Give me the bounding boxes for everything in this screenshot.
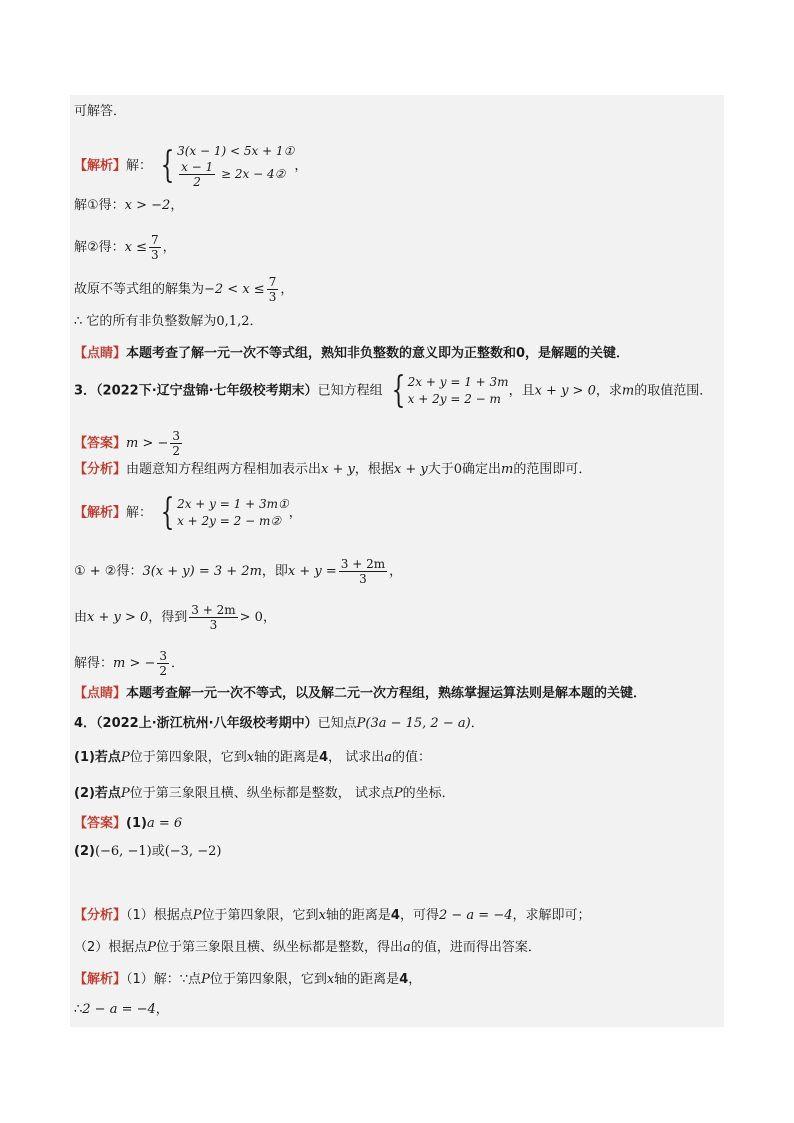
math: 0,1,2 (216, 314, 250, 329)
text: 位于第三象限且横、纵坐标都是整数， 试求点 (129, 786, 394, 801)
text: 4 (319, 750, 329, 765)
math: m > − (113, 656, 156, 671)
text: ， (294, 158, 308, 174)
text: 本题考查解一元一次不等式，以及解二元一次方程组，熟练掌握运算法则是解本题的关键． (126, 686, 647, 701)
math: a (403, 940, 411, 955)
question-number: 4． (74, 716, 97, 731)
tag-answer: 【答案】 (74, 436, 127, 451)
equation-2: x + 2y = 2 − m (407, 392, 501, 406)
text: 4 (390, 908, 400, 923)
text: 已知方程组 (317, 383, 383, 399)
text-line (74, 233, 176, 262)
text: 可解答． (74, 104, 127, 119)
math: x + y > 0 (534, 383, 596, 399)
text-line (74, 603, 276, 632)
text: 位于第四象限，它到 (209, 972, 327, 987)
fraction-denominator: 2 (159, 664, 168, 678)
math: P (120, 786, 130, 801)
fraction-denominator: 3 (209, 618, 218, 632)
text: ，得到 (148, 610, 188, 625)
text: ， (389, 564, 403, 579)
text: (1) (126, 816, 147, 831)
text-line (74, 275, 293, 304)
math: m (501, 462, 514, 477)
math: x + y = (287, 564, 337, 579)
tag-solution: 【解析】 (74, 972, 127, 987)
fraction-denominator: 3 (359, 572, 367, 586)
tag-answer: 【答案】 (74, 816, 127, 831)
text: ，求解即可； (512, 908, 591, 923)
brace-icon: { (391, 370, 406, 411)
text: 轴的距离是 (254, 750, 320, 765)
text: 位于第四象限，它到 (201, 908, 319, 923)
text: ， (280, 282, 294, 297)
fraction-numerator: 3 (172, 429, 181, 443)
text: ， (170, 198, 184, 213)
text: ， (162, 240, 176, 255)
brace-icon: { (160, 492, 175, 533)
text: ∴ 它的所有非负整数解为 (74, 314, 217, 329)
text: ， (288, 505, 302, 521)
text: 或 (151, 844, 165, 859)
text: 轴的距离是 (325, 908, 391, 923)
math: m > − (126, 436, 169, 451)
solution-line (74, 492, 302, 533)
fraction-denominator: 2 (172, 444, 181, 458)
text: 轴的距离是 (334, 972, 400, 987)
text: 的取值范围． (634, 383, 713, 399)
text: (2) (74, 844, 95, 859)
inequality-2 (177, 160, 294, 189)
note-line (74, 685, 646, 703)
document-page (70, 95, 724, 1027)
equation-1: 2x + y = 1 + 3m① (177, 497, 289, 511)
answer-line (74, 815, 182, 833)
text: ① + ②得： (74, 564, 143, 579)
text: (2)若点 (74, 786, 121, 801)
text: 确定出 (462, 462, 502, 477)
text: 的值： (392, 750, 432, 765)
math: x + y (321, 462, 355, 477)
brace-icon: { (160, 145, 175, 186)
tag-comment: 【点睛】 (74, 346, 127, 361)
solution-line (74, 971, 421, 989)
text: 解： (126, 158, 153, 174)
fraction-numerator: x − 1 (181, 160, 214, 174)
text-line (74, 843, 221, 861)
text: 位于第三象限且横、纵坐标都是整数，得出 (156, 940, 404, 955)
math: 0 (453, 462, 463, 477)
question-source: （2022下·辽宁盘锦·七年级校考期末） (96, 383, 318, 399)
fraction-numerator: 7 (268, 275, 277, 289)
text-line (74, 1001, 169, 1019)
math: x ≤ (124, 240, 148, 255)
text: ， 试求出 (328, 750, 385, 765)
text: （2）根据点 (74, 940, 148, 955)
fraction-numerator: 3 (159, 649, 168, 663)
inequality-system (156, 143, 294, 189)
math: P (201, 972, 210, 987)
text: 的值，进而得出答案． (410, 940, 541, 955)
text: ∴ (74, 1002, 83, 1017)
text: 由 (74, 610, 88, 625)
tag-analysis: 【分析】 (74, 462, 127, 477)
math: x (318, 908, 326, 923)
math: 3(x + y) = 3 + 2m (142, 564, 262, 579)
text-line (74, 197, 183, 215)
text: （1）根据点 (126, 908, 193, 923)
math: P(3a − 15, 2 − a) (356, 716, 471, 731)
fraction-denominator: 2 (193, 175, 201, 189)
text: 故原不等式组的解集为 (74, 282, 205, 297)
math: P (147, 940, 157, 955)
math: 2 − a = −4 (82, 1002, 156, 1017)
text: 解： (126, 505, 153, 521)
inequality-1: 3(x − 1) < 5x + 1① (177, 144, 295, 158)
equation-system (387, 370, 509, 411)
text: 由题意知方程组两方程相加表示出 (126, 462, 322, 477)
text: ， (155, 1002, 169, 1017)
math: a (384, 750, 393, 765)
math: x + y > 0 (87, 610, 149, 625)
math: 2 − a = −4 (438, 908, 513, 923)
fraction-numerator: 3 + 2m (340, 557, 386, 571)
question-source: （2022上·浙江杭州·八年级校考期中） (96, 716, 318, 731)
text: 已知点 (317, 716, 357, 731)
answer-line (74, 429, 184, 458)
question-number: 3． (74, 383, 97, 399)
text: (1)若点 (74, 750, 121, 765)
text: ， (262, 610, 276, 625)
math: (−3, −2) (164, 844, 222, 859)
equation-system (156, 492, 289, 533)
fraction-numerator: 3 + 2m (191, 603, 236, 617)
text-line (74, 313, 263, 331)
text: 4 (399, 972, 409, 987)
text: 解①得： (74, 198, 125, 213)
text: ， (408, 972, 422, 987)
tag-analysis: 【分析】 (74, 908, 127, 923)
question-3 (74, 370, 713, 411)
math: P (120, 750, 130, 765)
text: ，根据 (354, 462, 394, 477)
math: ≥ 2x − 4② (221, 167, 286, 181)
text: ． (470, 716, 484, 731)
fraction-denominator: 3 (268, 290, 277, 304)
math: −2 < x ≤ (204, 282, 265, 297)
text: 解得： (74, 656, 114, 671)
analysis-line (74, 461, 591, 479)
text-line (74, 103, 126, 121)
math: (−6, −1) (94, 844, 152, 859)
math: x (246, 750, 255, 765)
text: 本题考查了解一元一次不等式组，熟知非负整数的意义即为正整数和0，是解题的关键． (126, 346, 630, 361)
text: ，且 (508, 383, 535, 399)
solution-line (74, 143, 307, 189)
text-line (74, 557, 402, 586)
analysis-line (74, 907, 591, 925)
tag-analysis: 【解析】 (74, 158, 127, 174)
math: x (326, 972, 335, 987)
question-4 (74, 715, 484, 733)
math: m (621, 383, 635, 399)
note-line (74, 345, 629, 363)
math: x > −2 (124, 198, 171, 213)
text-line (74, 649, 184, 678)
text: ，求 (595, 383, 622, 399)
equation-2: x + 2y = 2 − m② (177, 514, 282, 528)
equation-1: 2x + y = 1 + 3m (407, 375, 509, 389)
text: 位于第四象限，它到 (129, 750, 247, 765)
math: x + y (393, 462, 428, 477)
text-line (74, 749, 431, 767)
tag-comment: 【点睛】 (74, 686, 127, 701)
tag-solution: 【解析】 (74, 505, 127, 521)
text: （1）解：∵点 (126, 972, 202, 987)
text: 大于 (427, 462, 454, 477)
fraction-denominator: 3 (151, 248, 159, 262)
text: 的范围即可． (513, 462, 592, 477)
text: 的坐标． (402, 786, 455, 801)
text: ，即 (261, 564, 288, 579)
text-line (74, 939, 541, 957)
text: ，可得 (399, 908, 439, 923)
text: ． (171, 656, 185, 671)
text: ． (249, 314, 263, 329)
math: P (192, 908, 202, 923)
math: > 0 (239, 610, 263, 625)
math: a = 6 (146, 816, 183, 831)
fraction-numerator: 7 (151, 233, 159, 247)
text-line (74, 785, 455, 803)
text: 解②得： (74, 240, 125, 255)
math: P (393, 786, 403, 801)
